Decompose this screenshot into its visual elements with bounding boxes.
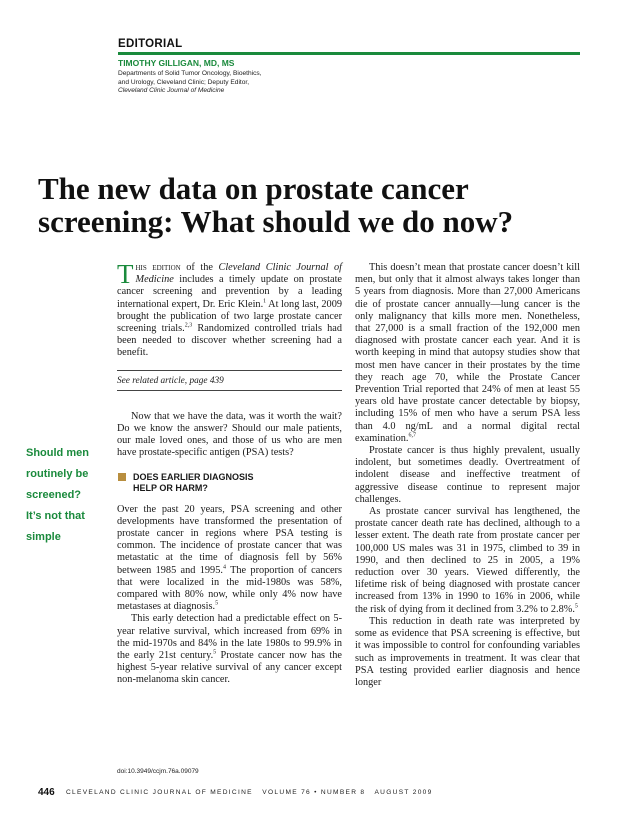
- text-run: of the: [180, 262, 219, 273]
- text-run: This early detection had a predictable effect on 5-year relative survival, which increased from 69% in the mid-1970s and 84% in the late 1980s to 99.9% in the early 21st century.: [117, 613, 342, 662]
- reference-superscript: 4: [222, 564, 226, 571]
- drop-cap: T: [117, 259, 134, 289]
- reference-superscript: 6,7: [408, 432, 416, 439]
- text-run: includes a timely update on prostate cancer screening and prevention by a leading international expert, Dr. Eric Klein.: [117, 274, 342, 310]
- header-rule: [118, 52, 580, 55]
- subhead-line: HELP OR HARM?: [133, 482, 208, 493]
- section-subhead: [117, 472, 342, 494]
- journal-name: Cleveland Clinic Journal of Medicine: [135, 262, 342, 286]
- article-title: [38, 172, 598, 238]
- affiliation-line: Departments of Solid Tumor Oncology, Bioethics,: [118, 70, 262, 77]
- text-run: Over the past 20 years, PSA screening and other developments have transformed the presentation of prostate cancer in regions where PSA testing is common. The incidence of prostate cancer that was metastatic at the time of diagnosis fell by 56% between 1985 and 1995.: [117, 503, 342, 576]
- section-label: EDITORIAL: [118, 38, 183, 50]
- lead-in: his edition: [135, 262, 181, 273]
- body-paragraph: This reduction in death rate was interpreted by some as evidence that PSA screening is effective, but it was impossible to control for confounding variables such as improvements in treatment. It was clear that PSA testing provided earlier diagnosis and hence longer: [355, 615, 580, 688]
- reference-superscript: 5: [215, 600, 219, 607]
- pull-quote-line: Should men: [26, 447, 89, 459]
- pull-quote-line: simple: [26, 531, 61, 543]
- subhead-line: DOES EARLIER DIAGNOSIS: [133, 471, 254, 482]
- text-run: At long last, 2009 brought the publication of two large prostate cancer screening trials.: [117, 298, 342, 335]
- text-run: Randomized controlled trials had been needed to discover whether screening had a benefit.: [117, 323, 342, 359]
- title-line-1: The new data on prostate cancer: [38, 171, 469, 206]
- right-column: [355, 262, 580, 689]
- pull-quote-line: screened?: [26, 489, 82, 501]
- body-paragraph: Now that we have the data, was it worth the wait? Do we know the answer? Should our male patients, our male loved ones, and those of us who are men have prostate-specific antigen (PSA) tests?: [117, 410, 342, 459]
- doi-link[interactable]: doi:10.3949/ccjm.76a.09079: [117, 768, 199, 775]
- pull-quote: [26, 443, 108, 548]
- left-column: [117, 259, 342, 687]
- author-name: TIMOTHY GILLIGAN, MD, MS: [118, 58, 235, 68]
- body-paragraph: [117, 613, 342, 686]
- body-paragraph: [355, 506, 580, 616]
- body-paragraph: Prostate cancer is thus highly prevalent, usually indolent, but sometimes deadly. Overtreatment of indolent disease and ineffective treatment of aggressive disease continue to represent major challenges.: [355, 445, 580, 505]
- pull-quote-line: It’s not that: [26, 510, 85, 522]
- affiliation-line: Cleveland Clinic Journal of Medicine: [118, 87, 225, 94]
- reference-superscript: 5: [574, 603, 578, 610]
- subhead-square-icon: [118, 473, 126, 481]
- text-run: Prostate cancer now has the highest 5-year relative survival of any cancer except non-melanoma skin cancer.: [117, 650, 342, 686]
- reference-superscript: 5: [213, 649, 217, 656]
- reference-superscript: 1: [263, 298, 267, 305]
- author-affiliation: [118, 70, 262, 96]
- footer-bullet: •: [314, 789, 318, 796]
- text-run: The proportion of cancers that were localized in the mid-1980s was 58%, compared with 80% now, while only 4% now have metastases at diagnosis.: [117, 564, 342, 613]
- footer-number: NUMBER 8: [320, 789, 366, 796]
- footer-volume: VOLUME 76: [262, 789, 312, 796]
- running-footer: [66, 789, 433, 796]
- body-paragraph: [117, 504, 342, 614]
- page-number: 446: [38, 787, 55, 798]
- pull-quote-line: routinely be: [26, 468, 89, 480]
- see-related-article-link[interactable]: See related article, page 439: [117, 370, 342, 391]
- footer-journal: CLEVELAND CLINIC JOURNAL OF MEDICINE: [66, 789, 253, 796]
- intro-paragraph: [117, 259, 342, 360]
- footer-date: AUGUST 2009: [374, 789, 433, 796]
- affiliation-line: and Urology, Cleveland Clinic; Deputy Editor,: [118, 78, 250, 86]
- title-line-2: screening: What should we do now?: [38, 204, 514, 239]
- reference-superscript: 2,3: [184, 322, 193, 329]
- text-run: This doesn’t mean that prostate cancer doesn’t kill men, but only that it almost always takes longer than 5 years from diagnosis. More than 27,000 Americans die of prostate cancer annually—lung cancer is the only malignancy that kills more men. Nonetheless, that 27,000 is a small fraction of the 192,000 men diagnosed with prostate cancer each year. And it is worth keeping in mind that autopsy studies show that most men have cancer in their prostates by the time they reach age 70, while the Prostate Cancer Prevention Trial reported that 24% of men at least 55 years old have prostate cancer detectable by biopsy, including 15% of men who have a serum PSA less than 4.0 ng/mL and a normal digital rectal examination.: [355, 262, 580, 444]
- body-paragraph: [355, 262, 580, 445]
- text-run: As prostate cancer survival has lengthened, the prostate cancer death rate has declined, although to a lesser extent. The death rate from prostate cancer per 100,000 US males was 31 in 1975, climbed to 39 in 1990, and then declined to 25 in 2005, a 19% reduction over 30 years. Viewed differently, the lifetime risk of being diagnosed with prostate cancer increased from 13% in 1990 to 16% in 2006, while the risk of dying from it declined from 3.2% to 2.8%.: [355, 506, 580, 615]
